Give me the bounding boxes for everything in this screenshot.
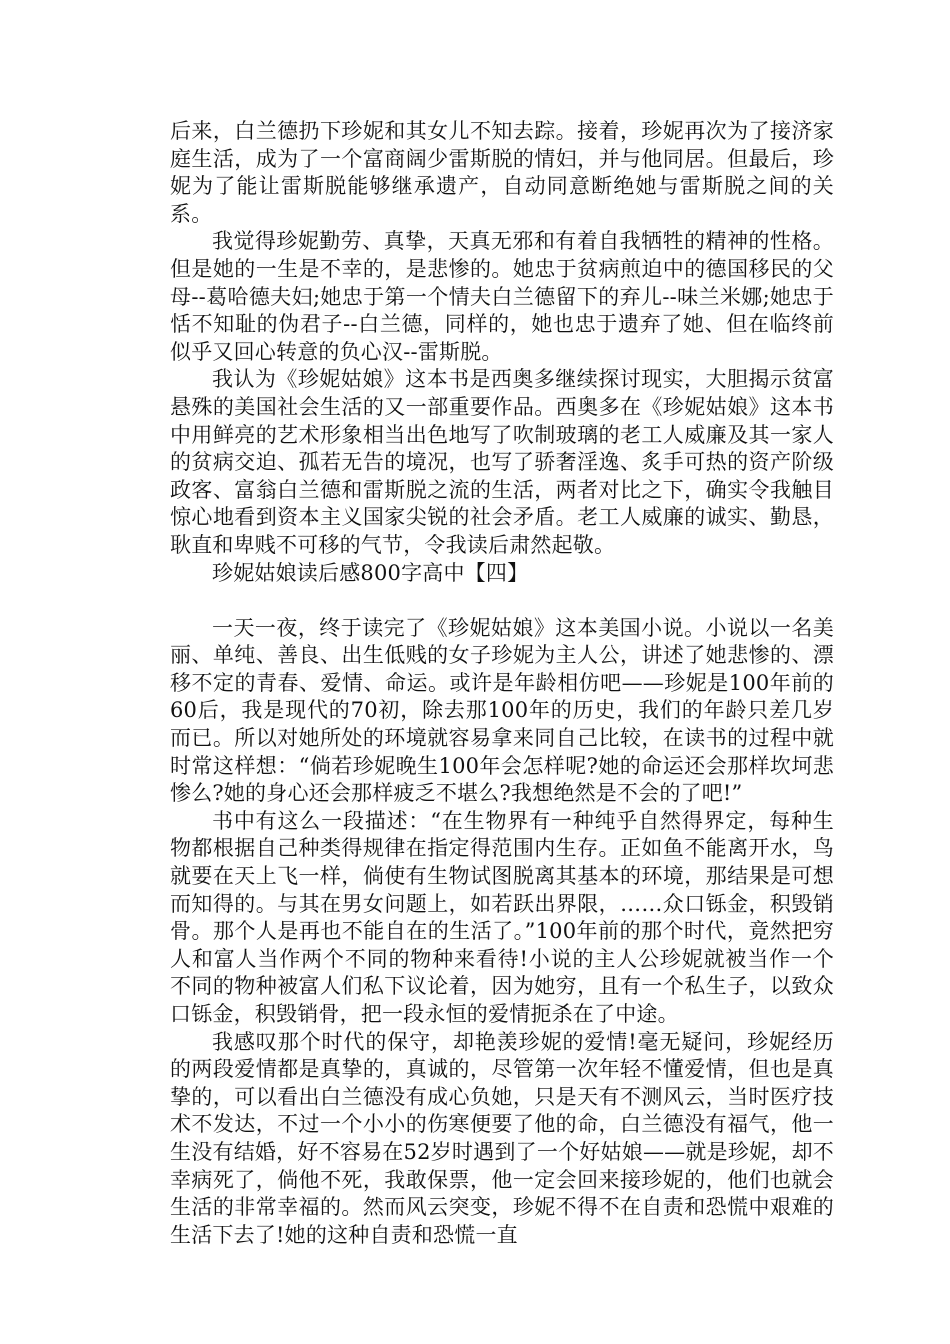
paragraph-character-analysis: 我觉得珍妮勤劳、真挚，天真无邪和有着自我牺牲的精神的性格。但是她的一生是不幸的，是悲惨的。她忠于贫病煎迫中的德国移民的父母--葛哈德夫妇;她忠于第一个情夫白兰德留下的弃儿--味兰米娜;她忠于恬不知耻的伪君子--白兰德，同样的，她也忠于遗弃了她、但在临终前似乎又回心转意的负心汉--雷斯脱。: [170, 229, 834, 364]
paragraph-continuation: 后来，白兰德扔下珍妮和其女儿不知去踪。接着，珍妮再次为了接济家庭生活，成为了一个富商阔少雷斯脱的情妇，并与他同居。但最后，珍妮为了能让雷斯脱能够继承遗产，自动同意断绝她与雷斯脱之间的关系。: [170, 119, 834, 226]
section-heading: 珍妮姑娘读后感800字高中【四】: [212, 560, 529, 585]
paragraph-quote: 书中有这么一段描述：“在生物界有一种纯乎自然得界定，每种生物都根据自己种类得规律在指定得范围内生存。正如鱼不能离开水，鸟就要在天上飞一样，倘使有生物试图脱离其基本的环境，那结果是可想而知得的。与其在男女问题上，如若跃出界限，……众口铄金，积毁销骨。那个人是再也不能自在的生活了。”100年前的那个时代，竟然把穷人和富人当作两个不同的物种来看待!小说的主人公珍妮就被当作一个不同的物种被富人们私下议论着，因为她穷，且有一个私生子，以致众口铄金，积毁销骨，把一段永恒的爱情扼杀在了中途。: [170, 808, 834, 1026]
paragraph-intro: 一天一夜，终于读完了《珍妮姑娘》这本美国小说。小说以一名美丽、单纯、善良、出生低贱的女子珍妮为主人公，讲述了她悲惨的、漂移不定的青春、爱情、命运。或许是年龄相仿吧——珍妮是100年前的60后，我是现代的70初，除去那100年的历史，我们的年龄只差几岁而已。所以对她所处的环境就容易拿来同自己比较，在读书的过程中就时常这样想：“倘若珍妮晚生100年会怎样呢?她的命运还会那样坎坷悲惨么?她的身心还会那样疲乏不堪么?我想绝然是不会的了吧!”: [170, 615, 834, 806]
document-body: [170, 118, 834, 1249]
blank-line: [170, 587, 834, 615]
paragraph-love: 我感叹那个时代的保守，却艳羡珍妮的爱情!毫无疑问，珍妮经历的两段爱情都是真挚的，真诚的，尽管第一次年轻不懂爱情，但也是真挚的，可以看出白兰德没有成心负她，只是天有不测风云，当时医疗技术不发达，不过一个小小的伤寒便要了他的命，白兰德没有福气，他一生没有结婚，好不容易在52岁时遇到了一个好姑娘——就是珍妮，却不幸病死了，倘他不死，我敢保票，他一定会回来接珍妮的，他们也就会生活的非常幸福的。然而风云突变，珍妮不得不在自责和恐慌中艰难的生活下去了!她的这种自责和恐慌一直: [170, 1029, 834, 1247]
paragraph-social-commentary: 我认为《珍妮姑娘》这本书是西奥多继续探讨现实，大胆揭示贫富悬殊的美国社会生活的又一部重要作品。西奥多在《珍妮姑娘》这本书中用鲜亮的艺术形象相当出色地写了吹制玻璃的老工人威廉及其一家人的贫病交迫、孤若无告的境况，也写了骄奢淫逸、炙手可热的资产阶级政客、富翁白兰德和雷斯脱之流的生活，两者对比之下，确实令我触目惊心地看到资本主义国家尖锐的社会矛盾。老工人威廉的诚实、勤恳，耿直和卑贱不可移的气节，令我读后肃然起敬。: [170, 367, 834, 557]
